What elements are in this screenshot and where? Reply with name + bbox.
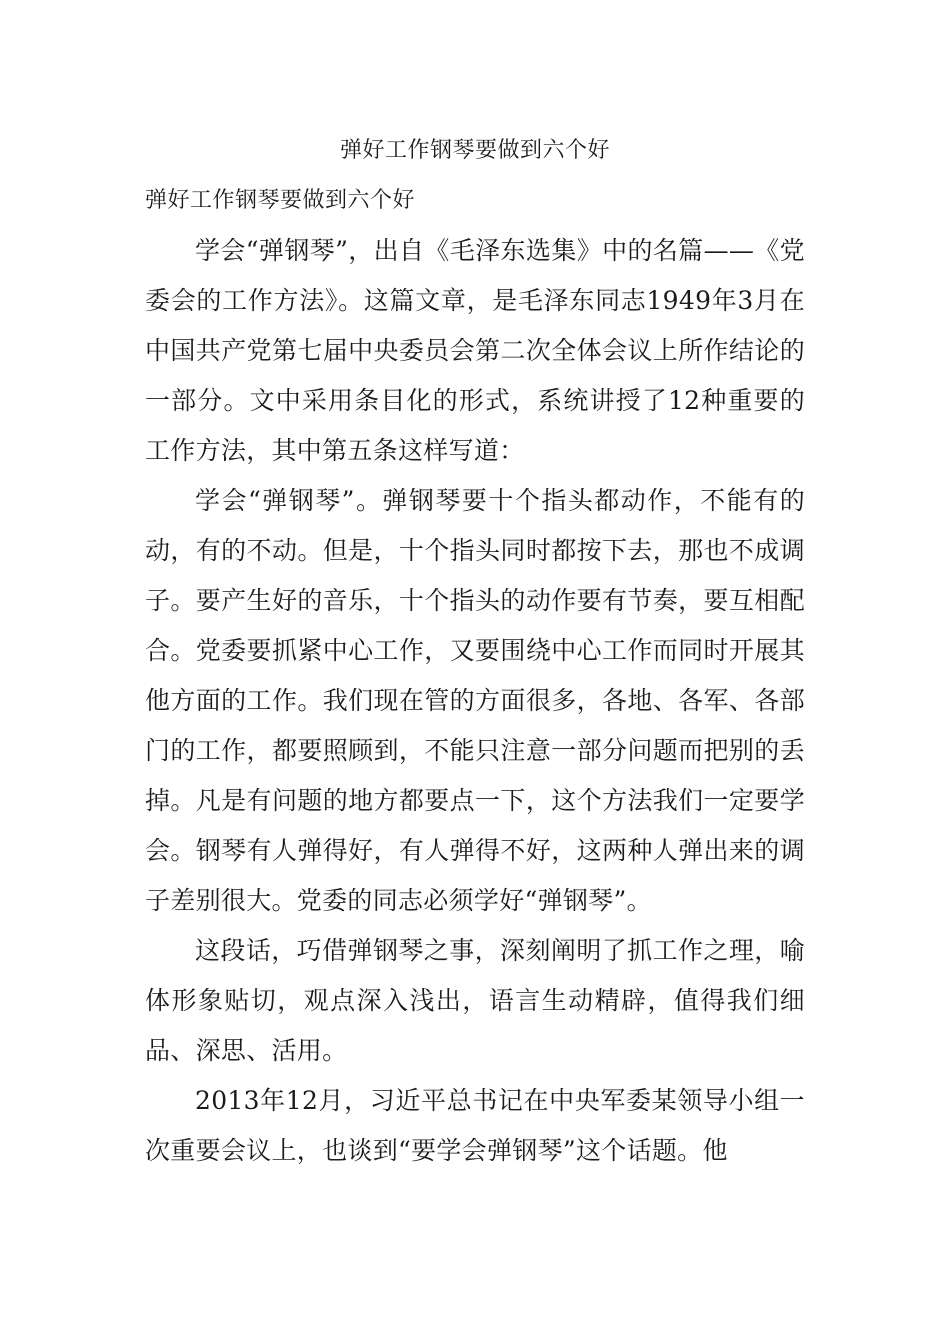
document-subtitle: 弹好工作钢琴要做到六个好	[145, 188, 416, 213]
document-title: 弹好工作钢琴要做到六个好	[339, 138, 610, 163]
paragraph-2013: 2013年12月，习近平总书记在中央军委某领导小组一次重要会议上，也谈到“要学会弹钢琴”这个话题。他	[145, 1086, 805, 1165]
document-body	[145, 226, 805, 1176]
paragraph-commentary: 这段话，巧借弹钢琴之事，深刻阐明了抓工作之理，喻体形象贴切，观点深入浅出，语言生动精辟，值得我们细品、深思、活用。	[145, 936, 805, 1065]
paragraph-quote: 学会“弹钢琴”。弹钢琴要十个指头都动作，不能有的动，有的不动。但是，十个指头同时都按下去，那也不成调子。要产生好的音乐，十个指头的动作要有节奏，要互相配合。党委要抓紧中心工作，又要围绕中心工作而同时开展其他方面的工作。我们现在管的方面很多，各地、各军、各部门的工作，都要照顾到，不能只注意一部分问题而把别的丢掉。凡是有问题的地方都要点一下，这个方法我们一定要学会。钢琴有人弹得好，有人弹得不好，这两种人弹出来的调子差别很大。党委的同志必须学好“弹钢琴”。	[145, 486, 805, 915]
paragraph-intro: 学会“弹钢琴”，出自《毛泽东选集》中的名篇——《党委会的工作方法》。这篇文章，是毛泽东同志1949年3月在中国共产党第七届中央委员会第二次全体会议上所作结论的一部分。文中采用条目化的形式，系统讲授了12种重要的工作方法，其中第五条这样写道：	[145, 236, 805, 465]
